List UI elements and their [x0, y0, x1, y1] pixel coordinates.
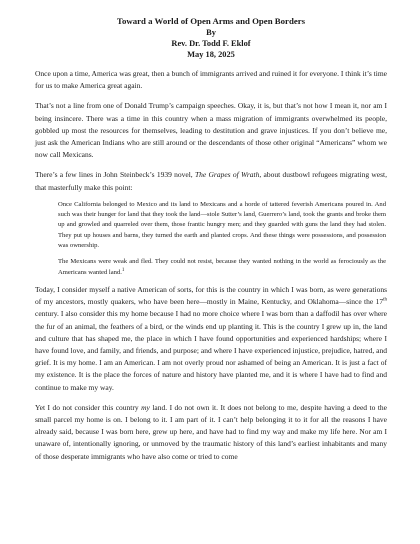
- document-date: May 18, 2025: [187, 50, 235, 59]
- paragraph-1: Once upon a time, America was great, then a bunch of immigrants arrived and ruined it for everyone. I think it’s time for us to make America great again.: [35, 69, 387, 91]
- paragraph-3-post: , about dustbowl refugees migrating west, that masterfully make this point:: [35, 170, 387, 192]
- block-quote-2: [58, 257, 386, 278]
- author-name: Rev. Dr. Todd F. Eklof: [171, 39, 251, 48]
- paragraph-3: [35, 169, 387, 193]
- paragraph-4-a: Today, I consider myself a native American of sorts, for this is the country in which I was born, as were generations of my ancestors, mostly quakers, who have been here—mostly in Maine, Kentucky, and Oklahoma—since the 17: [35, 284, 387, 307]
- book-title: The Grapes of Wrath: [194, 170, 260, 180]
- paragraph-3-pre: There’s a few lines in John Steinbeck’s 1939 novel,: [35, 170, 195, 180]
- byline-by: By: [206, 28, 216, 37]
- emphasis-my: my: [141, 402, 150, 412]
- paragraph-2: That’s not a line from one of Donald Trump’s campaign speeches. Okay, it is, but that’s not how I mean it, nor am I being insincere. There was a time in this country when a mass migration of immigrants overwhelmed its people, gobbled up most the resources for themselves, leading to destitution and grave injustices. If you don’t believe me, just ask the American Indians who are still around or the descendants of those other original “Americans” whom we now call Mexicans.: [35, 101, 387, 160]
- document-page: [35, 16, 387, 463]
- footnote-ref: 1: [121, 267, 125, 273]
- paragraph-5-b: land. I do not own it. It does not belong to me, despite having a deed to the small parcel my home is on. I belong to it. I am part of it. I can’t help belonging it to it for all the reasons I have already said, because I was born here, grew up here, and have had to find my way and make my life here. Nor am I unaware of, intentionally ignoring, or unmoved by the traumatic history of this land’s earliest inhabitants and many of those desperate immigrants who have also come or tried to come: [35, 402, 387, 461]
- paragraph-5: [35, 402, 387, 463]
- paragraph-5-a: Yet I do not consider this country: [35, 402, 142, 412]
- document-header: [35, 16, 387, 60]
- paragraph-4-b: century. I also consider this my home because I had no more choice where I was born than a daffodil has over where the fur of an animal, the feathers of a bird, or the winds end up planting it. This is the country I grew up in, the land and culture that has shaped me, the place in which I have found opportunities and experienced hardships; where I have found love, and family, and friends, and purpose; and where I have experienced injustice, prejudice, hatred, and grief. It is my home. I am an American. I am not overly proud nor ashamed of being an American. It is just a fact of my existence. It is the place the forces of nature and history have planted me, and it is where I have had to find and continue to make my way.: [35, 309, 387, 392]
- block-quote-1: Once California belonged to Mexico and its land to Mexicans and a horde of tattered feverish Americans poured in. And such was their hunger for land that they took the land—stole Sutter’s land, Guerrero’s land, took the grants and broke them up and growled and quarreled over them, those frantic hungry men; and they guarded with guns the land they had stolen. They put up houses and barns, they turned the earth and planted crops. And these things were possessions, and possession was ownership.: [58, 200, 386, 250]
- block-quote-2-text: The Mexicans were weak and fled. They could not resist, because they wanted nothing in the world as ferociously as the Americans wanted land.: [58, 258, 386, 276]
- ordinal-sup: th: [383, 297, 387, 303]
- paragraph-4: [35, 284, 387, 394]
- document-title: Toward a World of Open Arms and Open Borders: [116, 16, 306, 26]
